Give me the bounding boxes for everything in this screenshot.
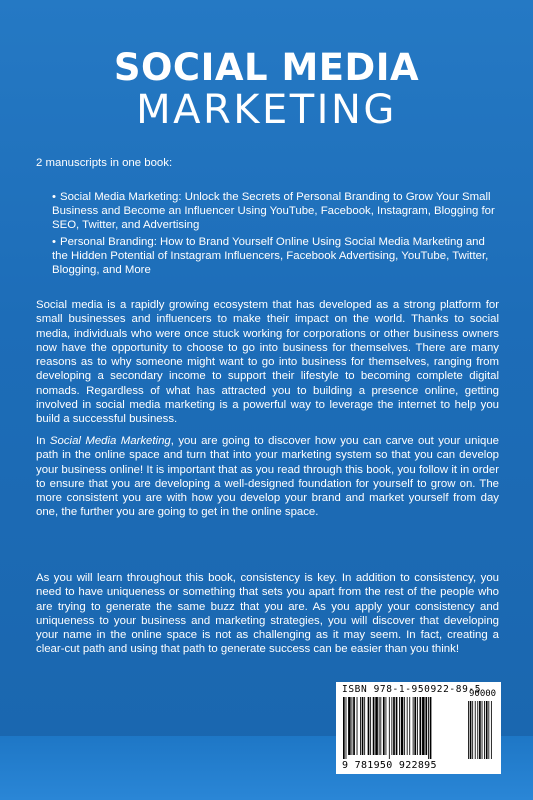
bullet-icon: •	[52, 191, 56, 203]
paragraph-2-rest: , you are going to discover how you can carve out your unique path in the online space and turn that into your marketing system so that you can develop your business online! It is important that as you read through this book, you follow it in order to ensure that you are developing a well-designed foundation for yourself to grow on. The more consistent you are with how you develop your brand and market yourself from day one, the further you are going to get in the online space.	[36, 435, 499, 519]
description-paragraph-1: Social media is a rapidly growing ecosystem that has developed as a strong platform for small businesses and influencers to make their impact on the world. Thanks to social media, individuals who were once stuck working for corporations or other business owners now have the opportunity to choose to go into business for themselves. There are many reasons as to why someone might want to go into business for themselves, ranging from developing a secondary income to support their lifestyle to becoming complete digital nomads. Regardless of what has attracted you to building a presence online, getting involved in social media marketing is a powerful way to leverage the internet to help you build a successful business.	[36, 299, 499, 426]
barcode-bar	[396, 697, 398, 755]
barcode-addon-bar	[486, 701, 488, 759]
barcode-bar	[373, 697, 375, 755]
barcode-addon-bar	[479, 701, 481, 759]
barcode-bar	[353, 697, 355, 755]
description-paragraph-2	[36, 434, 499, 520]
description-paragraph-3: As you will learn throughout this book, consistency is key. In addition to consistency, you need to have uniqueness or something that sets you apart from the rest of the people who are trying to generate the same buzz that you are. As you apply your consistency and uniqueness to your business and marketing strategies, you will discover that developing your name in the online space is not as challenging as it may seem. In fact, creating a clear-cut path and using that path to generate success can be easier than you think!	[36, 572, 499, 656]
barcode-bar	[386, 697, 387, 755]
manuscript-item	[52, 235, 502, 278]
barcode-bar	[360, 697, 361, 755]
barcode-bar	[346, 697, 347, 759]
barcode-bar	[422, 697, 425, 755]
intro-text: 2 manuscripts in one book:	[36, 157, 173, 169]
paragraph-2-prefix: In	[36, 435, 50, 447]
barcode-addon-bar	[475, 701, 476, 759]
bullet-icon: •	[52, 235, 56, 248]
barcode-bar	[430, 697, 432, 759]
barcode-addon-bar	[484, 701, 485, 759]
isbn-label: ISBN 978-1-950922-89-5	[342, 684, 482, 695]
barcode-bar	[401, 697, 404, 755]
barcode-bar	[428, 697, 429, 759]
barcode-bar	[364, 697, 365, 755]
barcode-bar	[375, 697, 378, 755]
isbn-barcode	[336, 682, 501, 774]
barcode-bar	[362, 697, 364, 755]
barcode-addon-bar	[477, 701, 478, 759]
barcode-bar	[407, 697, 408, 755]
barcode-addon-bar	[468, 701, 469, 759]
manuscript-item-text: Personal Branding: How to Brand Yourself Online Using Social Media Marketing and the Hidden Potential of Instagram Influencers, Facebook Advertising, YouTube, Twitter, Blogging, and More	[52, 235, 489, 277]
barcode-addon-bar	[491, 701, 492, 759]
barcode-bar	[417, 697, 418, 755]
book-title-line1: SOCIAL MEDIA	[113, 46, 420, 89]
barcode-bar	[425, 697, 427, 755]
barcode-bar	[380, 697, 381, 755]
manuscript-list	[52, 190, 502, 279]
manuscript-item	[52, 190, 502, 233]
barcode-bar	[414, 697, 416, 755]
barcode-addon-bar	[482, 701, 483, 759]
barcode-addon-bar	[488, 701, 489, 759]
barcode-bar	[352, 697, 353, 755]
barcode-bar	[389, 697, 390, 759]
barcode-number: 9 781950 922895	[342, 760, 437, 771]
manuscript-item-text: Social Media Marketing: Unlock the Secrets of Personal Branding to Grow Your Small Business and Become an Influencer Using YouTube, Facebook, Instagram, Blogging for SEO, Twitter, and Advertising	[52, 191, 495, 232]
barcode-bar	[393, 697, 395, 755]
price-code: 90000	[469, 689, 497, 699]
book-title-italic: Social Media Marketing	[49, 435, 171, 447]
barcode-bar	[420, 697, 422, 755]
barcode-bar	[370, 697, 371, 755]
barcode-bar	[404, 697, 405, 755]
book-title-line2: MARKETING	[136, 87, 397, 133]
barcode-bar	[368, 697, 370, 755]
barcode-addon-bar	[470, 701, 472, 759]
barcode-bar	[409, 697, 410, 755]
barcode-bar	[348, 697, 351, 755]
barcode-bar	[399, 697, 400, 755]
barcode-bar	[379, 697, 380, 755]
barcode-bar	[391, 697, 392, 755]
barcode-bar	[357, 697, 358, 755]
barcode-bar	[413, 697, 414, 755]
barcode-bar	[343, 697, 345, 759]
barcode-addon-bar	[472, 701, 473, 759]
barcode-bar	[383, 697, 385, 755]
